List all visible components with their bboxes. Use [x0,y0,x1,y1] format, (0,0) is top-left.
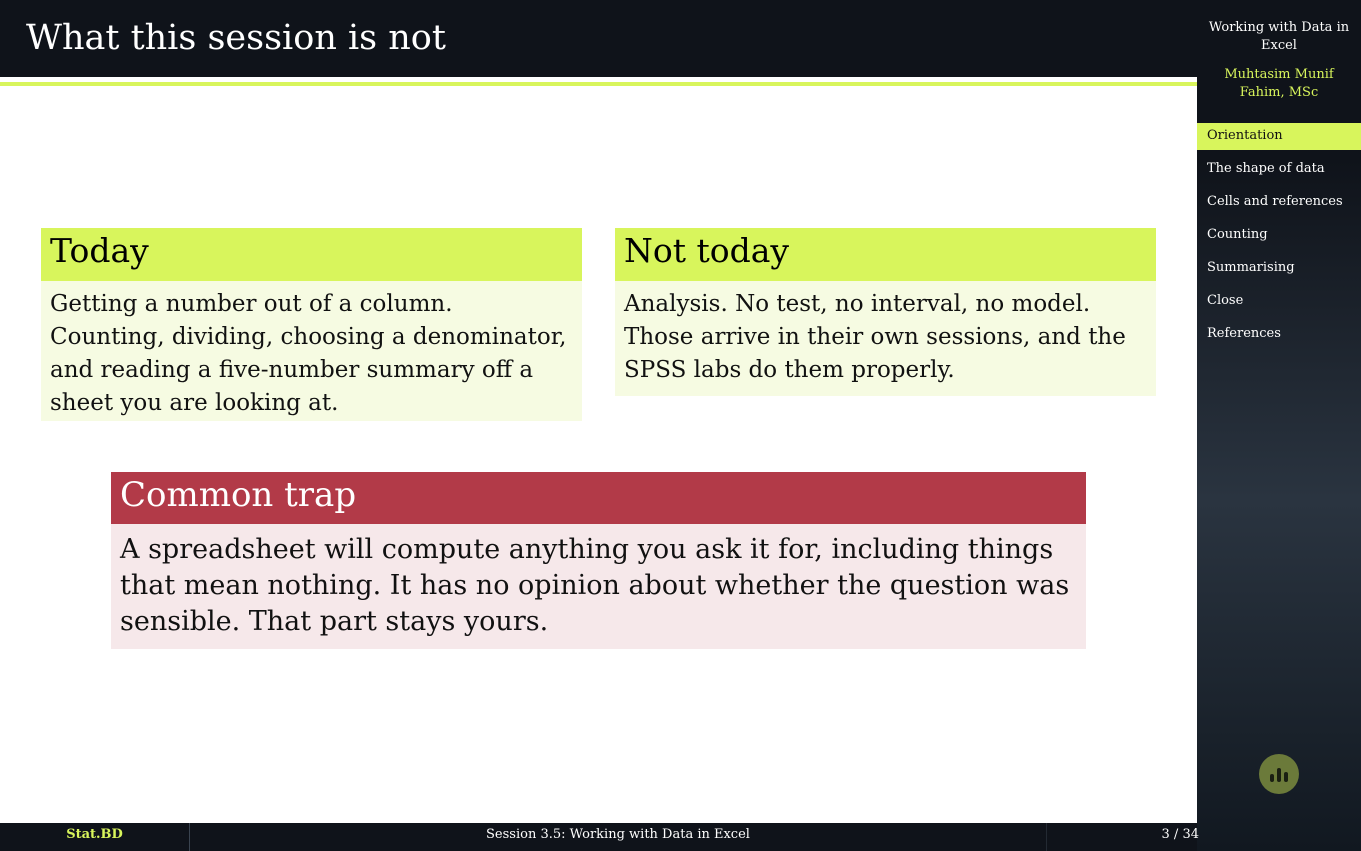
block-common-trap-body: A spreadsheet will compute anything you ask it for, including things that mean nothing. It has no opinion about whether the question was sensible. That part stays yours. [111,524,1086,649]
sidebar-item-the-shape-of-data[interactable]: The shape of data [1207,161,1325,176]
sidebar-item-counting[interactable]: Counting [1207,227,1268,242]
sidebar-item-orientation[interactable]: Orientation [1197,123,1361,150]
sidebar-author: Muhtasim Munif Fahim, MSc [1224,67,1334,100]
page-title: What this session is not [26,18,446,58]
sidebar-item-close[interactable]: Close [1207,293,1244,308]
block-common-trap-heading: Common trap [111,472,1086,524]
sidebar [1197,0,1361,851]
slide-header [0,0,1197,77]
sidebar-item-cells-and-references[interactable]: Cells and references [1207,194,1343,209]
block-today [41,228,582,421]
sidebar-nav [1197,123,1361,354]
header-accent-line [0,82,1197,86]
sidebar-presentation-title: Working with Data in Excel [1208,20,1350,53]
block-today-heading: Today [41,228,582,281]
slide-footer [0,823,1197,851]
sidebar-item-summarising[interactable]: Summarising [1207,260,1295,275]
footer-page-number: 3 / 34 [1161,827,1199,842]
block-not-today-heading: Not today [615,228,1156,281]
sidebar-item-references[interactable]: References [1207,326,1281,341]
bar-chart-logo-icon [1259,754,1299,794]
block-today-body: Getting a number out of a column. Counting, dividing, choosing a denominator, and reading a five-number summary off a sheet you are looking at. [41,281,582,421]
block-not-today-body: Analysis. No test, no interval, no model. Those arrive in their own sessions, and the SPSS labs do them properly. [615,281,1156,396]
footer-brand: Stat.BD [0,823,190,851]
footer-session-title: Session 3.5: Working with Data in Excel [190,823,1047,851]
block-common-trap [111,472,1086,649]
block-not-today [615,228,1156,396]
